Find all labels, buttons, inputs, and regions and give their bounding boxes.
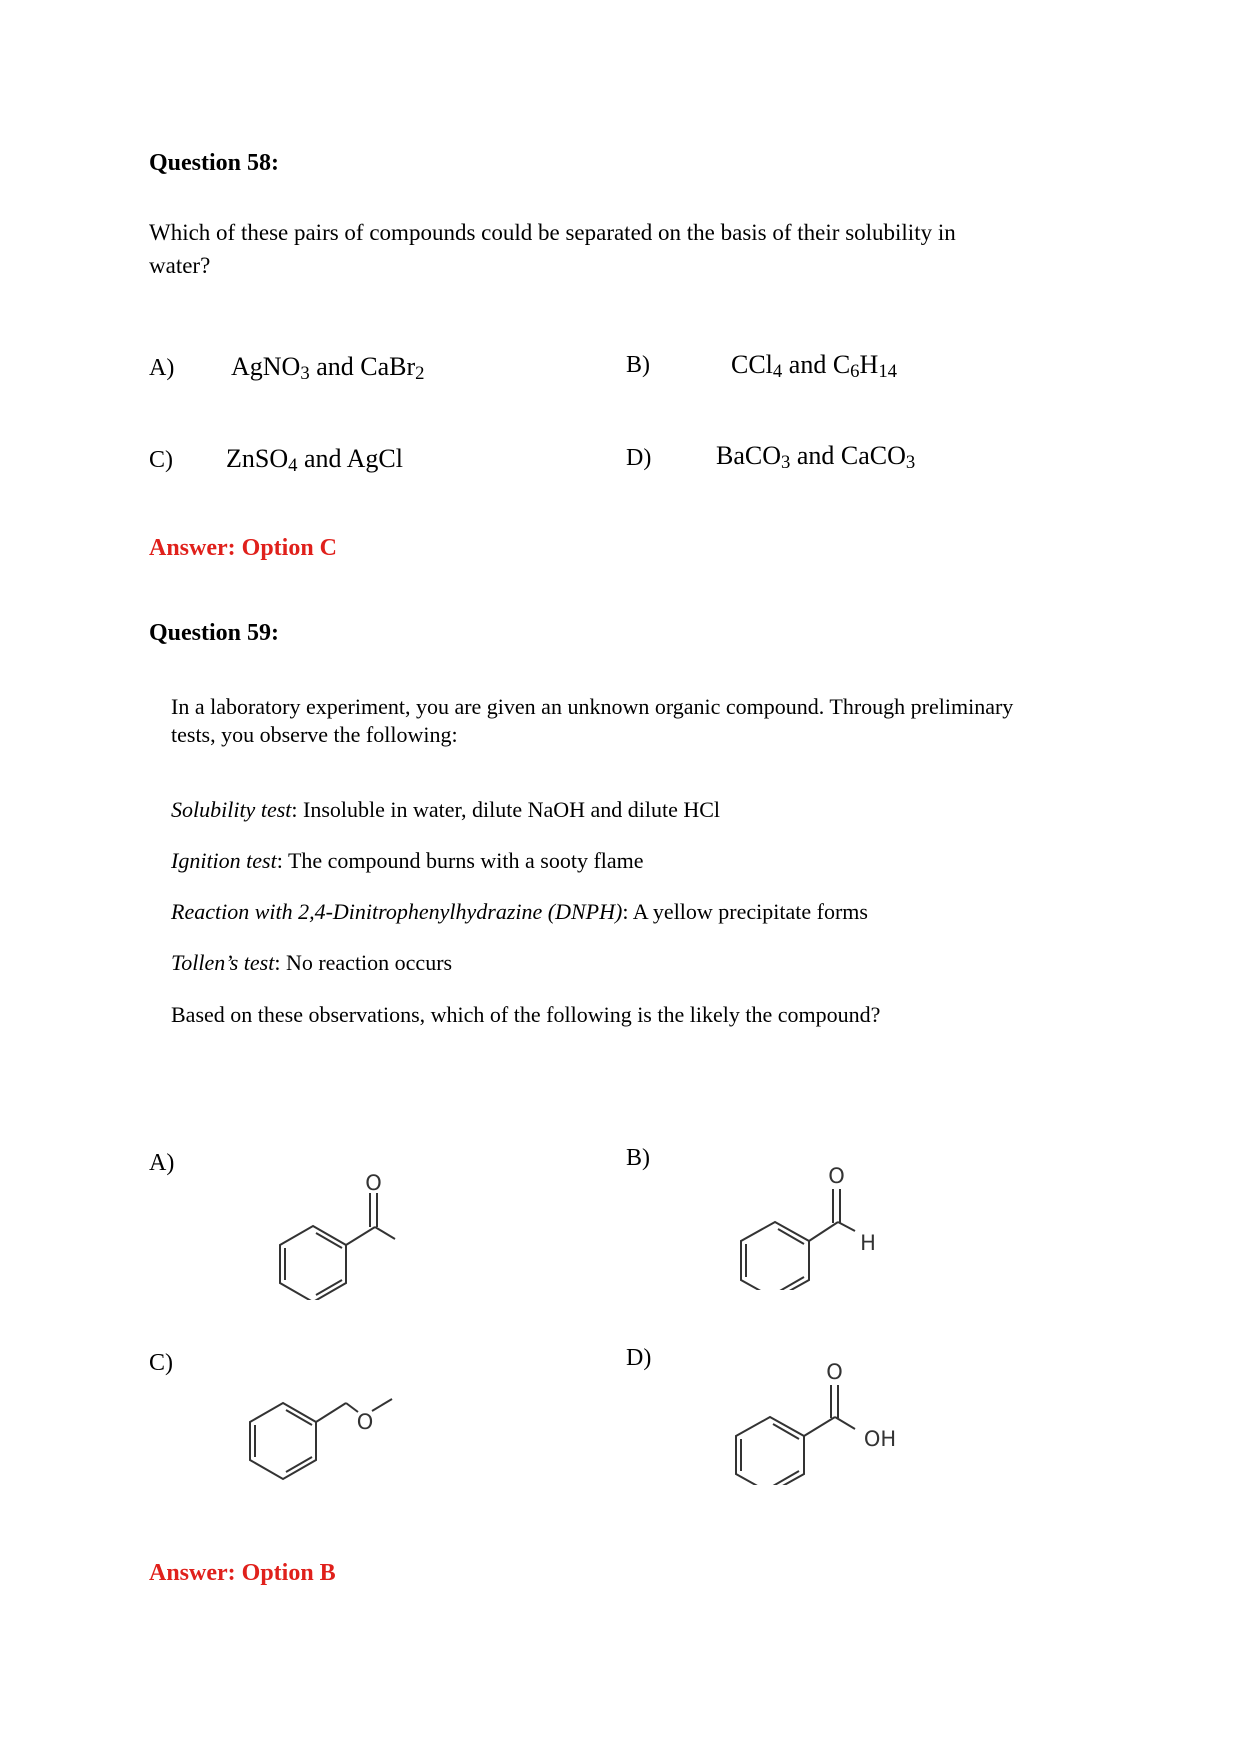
q59-intro-line-2: tests, you observe the following: [171, 722, 458, 747]
formula-subscript: 3 [300, 363, 310, 385]
atom-label-oh: OH [863, 1427, 897, 1451]
benzene-ring [280, 1226, 346, 1300]
formula-text: and CaBr [309, 352, 416, 381]
atom-label-o: O [828, 1164, 845, 1188]
q59-question: Based on these observations, which of the following is the likely the compound? [171, 1002, 881, 1027]
q59-option-c-structure-benzyl-methyl-ether [240, 1380, 430, 1490]
q59-answer: Answer: Option B [149, 1560, 336, 1586]
q59-option-d-structure-benzoic-acid [725, 1345, 915, 1485]
formula-subscript: 3 [781, 452, 791, 474]
formula-text: CCl [731, 350, 773, 379]
q59-intro-line-1: In a laboratory experiment, you are given an unknown organic compound. Through preliminary [171, 694, 1014, 719]
atom-label-o: O [365, 1171, 382, 1195]
atom-label-h: H [860, 1231, 876, 1255]
formula-subscript: 6 [850, 361, 860, 383]
q58-option-c-letter: C) [149, 447, 173, 473]
q59-title: Question 59: [149, 620, 280, 646]
q58-option-b-letter: B) [626, 352, 650, 378]
q58-option-d-letter: D) [626, 445, 652, 471]
q59-option-a-structure-acetophenone [250, 1160, 410, 1300]
q58-option-d-text [716, 441, 915, 474]
formula-subscript: 4 [288, 455, 298, 477]
formula-text: ZnSO [226, 444, 289, 473]
formula-subscript: 3 [905, 452, 916, 474]
q59-option-a-letter: A) [149, 1150, 175, 1176]
q58-answer: Answer: Option C [149, 535, 338, 561]
formula-text: and CaCO [790, 441, 906, 470]
formula-text: and AgCl [297, 444, 403, 473]
formula-text: and C [782, 350, 851, 379]
q59-observation-solubility: Solubility test: Insoluble in water, dilute NaOH and dilute HCl [171, 797, 721, 822]
q59-option-c-letter: C) [149, 1350, 173, 1376]
q59-observation-tollens: Tollen’s test: No reaction occurs [171, 950, 453, 975]
atom-label-o: O [356, 1410, 374, 1434]
q58-stem-line-2: water? [149, 253, 211, 278]
formula-text: BaCO [716, 441, 781, 470]
formula-subscript: 4 [772, 361, 783, 383]
q58-option-b-text [731, 350, 897, 383]
atom-label-o: O [826, 1360, 843, 1384]
formula-text: H [859, 350, 879, 379]
formula-subscript: 14 [878, 361, 898, 383]
formula-subscript: 2 [415, 363, 425, 385]
q58-title: Question 58: [149, 150, 280, 176]
q59-observation-ignition: Ignition test: The compound burns with a sooty flame [171, 848, 644, 873]
q58-stem-line-1: Which of these pairs of compounds could be separated on the basis of their solubility in [149, 220, 956, 245]
q58-option-a-text [231, 352, 424, 385]
q59-option-b-letter: B) [626, 1145, 650, 1171]
q59-option-d-letter: D) [626, 1345, 652, 1371]
formula-text: AgNO [231, 352, 301, 381]
benzene-ring [250, 1403, 316, 1479]
q59-observation-dnph: Reaction with 2,4-Dinitrophenylhydrazine (DNPH): A yellow precipitate forms [171, 899, 868, 924]
q59-option-b-structure-benzaldehyde [730, 1150, 900, 1290]
q58-option-c-text [226, 444, 403, 477]
q58-option-a-letter: A) [149, 355, 175, 381]
